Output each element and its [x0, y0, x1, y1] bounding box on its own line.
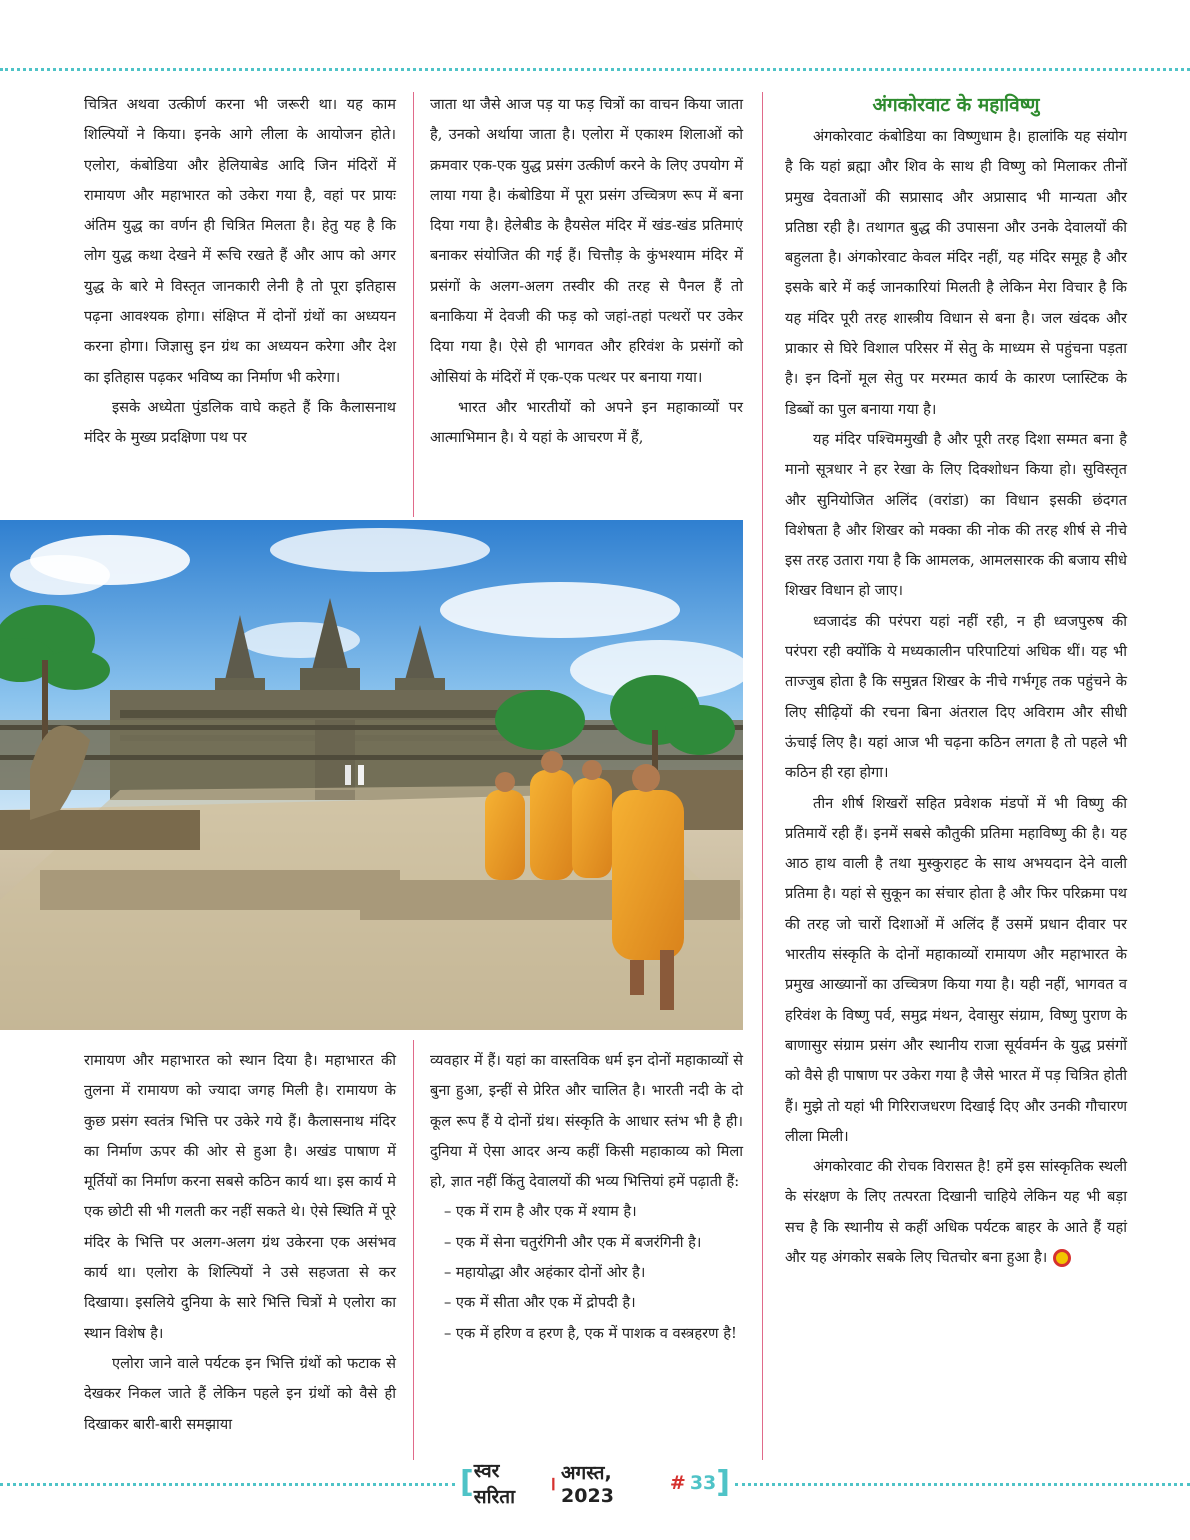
column-2-bottom	[430, 1046, 743, 1349]
paragraph-text: अंगकोरवाट की रोचक विरासत है! हमें इस सांस्कृतिक स्थली के संरक्षण के लिए तत्परता दिखानी चाहिये लेकिन यह भी बड़ा सच है कि स्थानीय से कहीं अधिक पर्यटक बाहर के आते हैं यहां और यह अंगकोर सबके लिए चितचोर बना हुआ है।	[785, 1158, 1127, 1266]
column-1-top	[84, 90, 396, 454]
paragraph-last	[785, 1152, 1127, 1273]
top-dotted-border	[0, 68, 1190, 71]
column-3	[785, 90, 1127, 1273]
paragraph: चित्रित अथवा उत्कीर्ण करना भी जरूरी था। यह काम शिल्पियों ने किया। इनके आगे लीला के आयोजन होते। एलोरा, कंबोडिया और हेलियाबेड आदि जिन मंदिरों में रामायण और महाभारत को उकेरा गया है, वहां पर प्रायः अंतिम युद्ध का वर्णन ही चित्रित मिलता है। हेतु यह है कि लोग युद्ध कथा देखने में रूचि रखते हैं और आप को अगर युद्ध के बारे मे विस्तृत जानकारी लेनी है तो पूरा इतिहास पढ़ना आवश्यक होगा। संक्षिप्त में दोनों ग्रंथों का अध्ययन करना होगा। जिज्ञासु इन ग्रंथ का अध्ययन करेगा और देश का इतिहास पढ़कर भविष्य का निर्माण भी करेगा।	[84, 96, 396, 386]
column-rule-1-bottom	[413, 1040, 414, 1460]
paragraph: रामायण और महाभारत को स्थान दिया है। महाभारत की तुलना में रामायण को ज्यादा जगह मिली है। रामायण के कुछ प्रसंग स्वतंत्र भित्ति पर उकेरे गये हैं। कैलासनाथ मंदिर का निर्माण ऊपर की ओर से हुआ है। अखंड पाषाण में मूर्तियों का निर्माण करना सबसे कठिन कार्य था। इस कार्य मे एक छोटी सी भी गलती कर नहीं सकते थे। ऐसे स्थिति में पूरे मंदिर के भित्ति पर अलग-अलग ग्रंथ उकेरना एक असंभव कार्य था। एलोरा के शिल्पियों ने उसे सहजता से कर दिखाया। इसलिये दुनिया के सारे भित्ति चित्रों मे एलोरा का स्थान विशेष है।	[84, 1052, 396, 1342]
paragraph: ध्वजादंड की परंपरा यहां नहीं रही, न ही ध्वजपुरुष की परंपरा रही क्योंकि ये मध्यकालीन परिपाटियां अधिक थीं। यह भी ताज्जुब होता है कि समुन्नत शिखर के नीचे गर्भगृह तक पहुंचने के लिए सीढ़ियों की रचना बिना अंतराल दिए अविराम और सीधी ऊंचाई लिए है। यहां आज भी चढ़ना कठिन लगता है तो पहले भी कठिन ही रहा होगा।	[785, 612, 1127, 782]
verse-line: – एक में राम है और एक में श्याम है।	[444, 1203, 637, 1221]
bracket-right-icon: ]	[716, 1465, 730, 1500]
magazine-name: स्वर सरिता	[473, 1460, 516, 1508]
column-2-top	[430, 90, 743, 454]
verse-line: – महायोद्धा और अहंकार दोनों ओर है।	[444, 1264, 646, 1282]
paragraph: एलोरा जाने वाले पर्यटक इन भित्ति ग्रंथों को फटाक से देखकर निकल जाते हैं लेकिन पहले इन ग्रंथों को वैसे ही दिखाकर बारी-बारी समझाया	[84, 1354, 396, 1433]
paragraph: व्यवहार में हैं। यहां का वास्तविक धर्म इन दोनों महाकाव्यों से बुना हुआ, इन्हीं से प्रेरित और चालित है। भारती नदी के दो कूल रूप हैं ये दोनों ग्रंथ। संस्कृति के आधार स्तंभ भी है ही। दुनिया में ऐसा आदर अन्य कहीं किसी महाकाव्य को मिला हो, ज्ञात नहीं किंतु देवालयों की भव्य भित्तियां हमें पढ़ाती हैं:	[430, 1052, 743, 1191]
bottom-dotted-border-right	[735, 1483, 1190, 1486]
page-footer	[460, 1460, 730, 1508]
end-mark-icon	[1053, 1249, 1071, 1267]
paragraph: अंगकोरवाट कंबोडिया का विष्णुधाम है। हालांकि यह संयोग है कि यहां ब्रह्मा और शिव के साथ ही विष्णु को मिलाकर तीनों प्रमुख देवताओं की सप्रासाद और अप्रासाद भी मान्यता और प्रतिष्ठा रही है। तथागत बुद्ध की उपासना और उनके देवालयों की बहुलता है। अंगकोरवाट केवल मंदिर नहीं, यह मंदिर समूह है और इसके बारे में कई जानकारियां मिलती है लेकिन मेरा विचार है कि यह मंदिर पूरी तरह शास्त्रीय विधान से बना है। जल खंदक और प्राकार से घिरे विशाल परिसर में सेतु के माध्यम से पहुंचना पड़ता है। इन दिनों मूल सेतु पर मरम्मत कार्य के कारण प्लास्टिक के डिब्बों का पुल बनाया गया है।	[785, 128, 1127, 418]
paragraph: यह मंदिर पश्चिममुखी है और पूरी तरह दिशा सम्मत बना है मानो सूत्रधार ने हर रेखा के लिए दिक्शोधन किया हो। सुविस्तृत और सुनियोजित अलिंद (वरांडा) का विधान इसकी छंदगत विशेषता है और शिखर को मक्का की नोक की तरह शीर्ष से नीचे इस तरह उतारा गया है कि आमलक, आमलसारक की बजाय सीधे शिखर विधान हो जाए।	[785, 430, 1127, 600]
page-number: 33	[689, 1472, 717, 1494]
footer-separator: ।	[548, 1473, 557, 1495]
column-rule-2	[762, 92, 763, 1460]
bracket-left-icon: [	[460, 1465, 474, 1500]
paragraph: इसके अध्येता पुंडलिक वाघे कहते हैं कि कैलासनाथ मंदिर के मुख्य प्रदक्षिणा पथ पर	[84, 398, 396, 447]
column-1-bottom	[84, 1046, 396, 1440]
angkor-wat-photo	[0, 520, 743, 1030]
paragraph: जाता था जैसे आज पड़ या फड़ चित्रों का वाचन किया जाता है, उनको अर्थाया जाता है। एलोरा में एकाश्म शिलाओं को क्रमवार एक-एक युद्ध प्रसंग उत्कीर्ण करने के लिए उपयोग में लाया गया है। कंबोडिया में पूरा प्रसंग उच्चित्रण रूप में बना दिया गया है। हेलेबीड के हैयसेल मंदिर में खंड-खंड प्रतिमाएं बनाकर संयोजित की गई हैं। चित्तौड़ के कुंभश्याम मंदिर में प्रसंगों के अलग-अलग तस्वीर की तरह से पैनल हैं तो बनाकिया में देवजी की फड़ को जहां-तहां पत्थरों पर उकेर दिया गया है। ऐसे ही भागवत और हरिवंश के प्रसंगों को ओसियां के मंदिरों में एक-एक पत्थर पर बनाया गया।	[430, 96, 743, 386]
bottom-dotted-border-left	[0, 1483, 455, 1486]
verse-line: – एक में सीता और एक में द्रोपदी है।	[444, 1294, 636, 1312]
verse-line: – एक में सेना चतुरंगिनी और एक में बजरंगिनी है।	[444, 1233, 702, 1251]
paragraph: भारत और भारतीयों को अपने इन महाकाव्यों पर आत्माभिमान है। ये यहां के आचरण में हैं,	[430, 398, 743, 447]
verse-line: – एक में हरिण व हरण है, एक में पाशक व वस्त्रहरण है!	[444, 1324, 737, 1342]
column-rule-1-top	[413, 92, 414, 517]
hash-symbol: #	[669, 1472, 686, 1494]
issue-date: अगस्त, 2023	[561, 1462, 614, 1507]
section-title: अंगकोरवाट के महाविष्णु	[872, 94, 1040, 116]
paragraph: तीन शीर्ष शिखरों सहित प्रवेशक मंडपों में भी विष्णु की प्रतिमायें रही हैं। इनमें सबसे कौतुकी प्रतिमा महाविष्णु की है। यह आठ हाथ वाली है तथा मुस्कुराहट के साथ अभयदान देने वाली प्रतिमा है। यहां से सुकून का संचार होता है और फिर परिक्रमा पथ की तरह जो चारों दिशाओं में अलिंद हैं उसमें प्रधान दीवार पर भारतीय संस्कृति के दोनों महाकाव्यों रामायण और महाभारत के प्रमुख आख्यानों का उच्चित्रण किया गया है। यही नहीं, भागवत व हरिवंश के विष्णु पर्व, समुद्र मंथन, देवासुर संग्राम, विष्णु पुराण के बाणासुर संग्राम प्रसंग और स्थानीय राजा सूर्यवर्मन के युद्ध प्रसंगों को वैसे ही पाषाण पर उकेरा गया है जैसे भारत में पड़ चित्रित होती हैं। मुझे तो यहां भी गिरिराजधरण दिखाई दिए और उनकी गौचारण लीला मिली।	[785, 794, 1127, 1145]
